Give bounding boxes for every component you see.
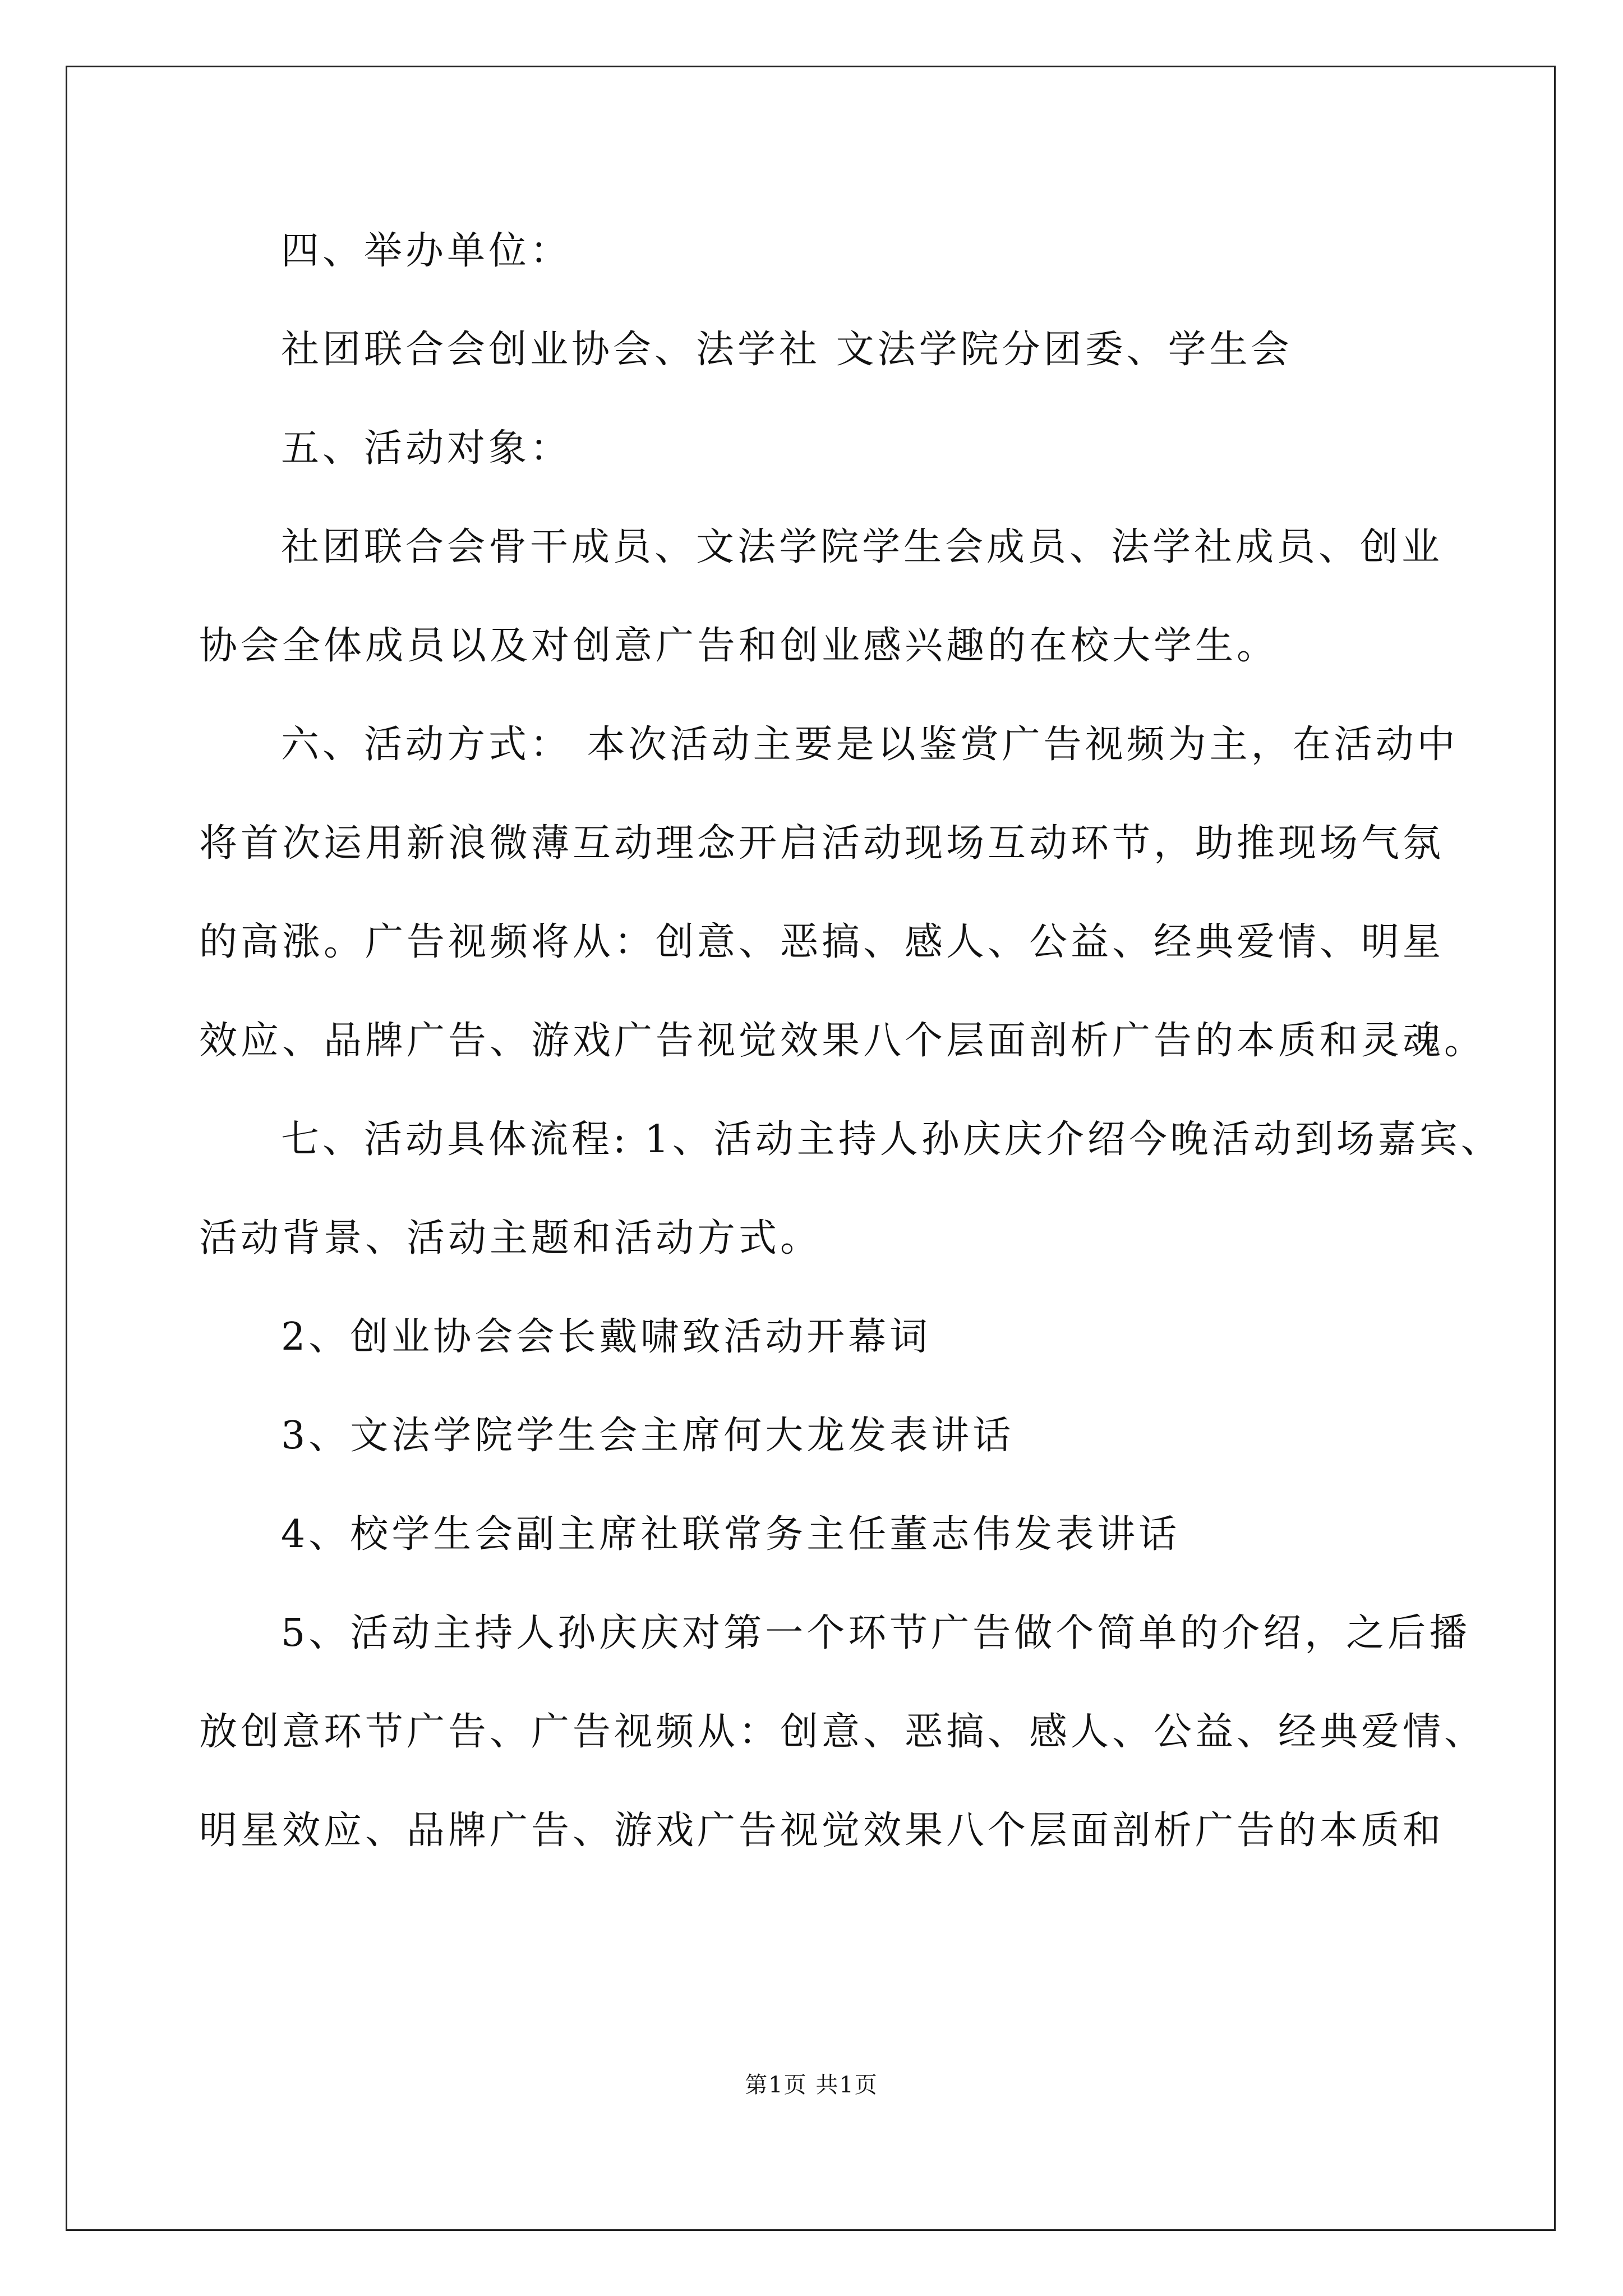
list-item: 3、文法学院学生会主席何大龙发表讲话 [281,1414,1015,1458]
paragraph-line: 六、活动方式： 本次活动主要是以鉴赏广告视频为主，在活动中 [281,723,1459,767]
section-heading-audience: 五、活动对象： [281,426,572,471]
paragraph-line: 社团联合会创业协会、法学社 文法学院分团委、学生会 [281,328,1293,372]
paragraph-line: 七、活动具体流程: 1、活动主持人孙庆庆介绍今晚活动到场嘉宾、 [281,1117,1502,1162]
document-body [199,202,1502,1880]
paragraph-line: 将首次运用新浪微薄互动理念开启活动现场互动环节，助推现场气氛 [199,821,1445,866]
section-heading-organizers: 四、举办单位： [281,229,572,273]
page-number-footer: 第1页 共1页 [745,2072,878,2098]
paragraph-line: 活动背景、活动主题和活动方式。 [199,1216,822,1260]
paragraph-line: 明星效应、品牌广告、游戏广告视觉效果八个层面剖析广告的本质和 [199,1809,1445,1853]
paragraph-line: 效应、品牌广告、游戏广告视觉效果八个层面剖析广告的本质和灵魂。 [199,1019,1486,1063]
paragraph-line: 协会全体成员以及对创意广告和创业感兴趣的在校大学生。 [199,624,1279,668]
paragraph-line: 社团联合会骨干成员、文法学院学生会成员、法学社成员、创业 [281,525,1444,569]
list-item: 5、活动主持人孙庆庆对第一个环节广告做个简单的介绍，之后播 [281,1611,1471,1655]
list-item: 4、校学生会副主席社联常务主任董志伟发表讲话 [281,1512,1181,1557]
list-item: 2、创业协会会长戴啸致活动开幕词 [281,1315,932,1359]
paragraph-line: 放创意环节广告、广告视频从：创意、恶搞、感人、公益、经典爱情、 [199,1710,1486,1754]
paragraph-line: 的高涨。广告视频将从：创意、恶搞、感人、公益、经典爱情、明星 [199,920,1445,964]
